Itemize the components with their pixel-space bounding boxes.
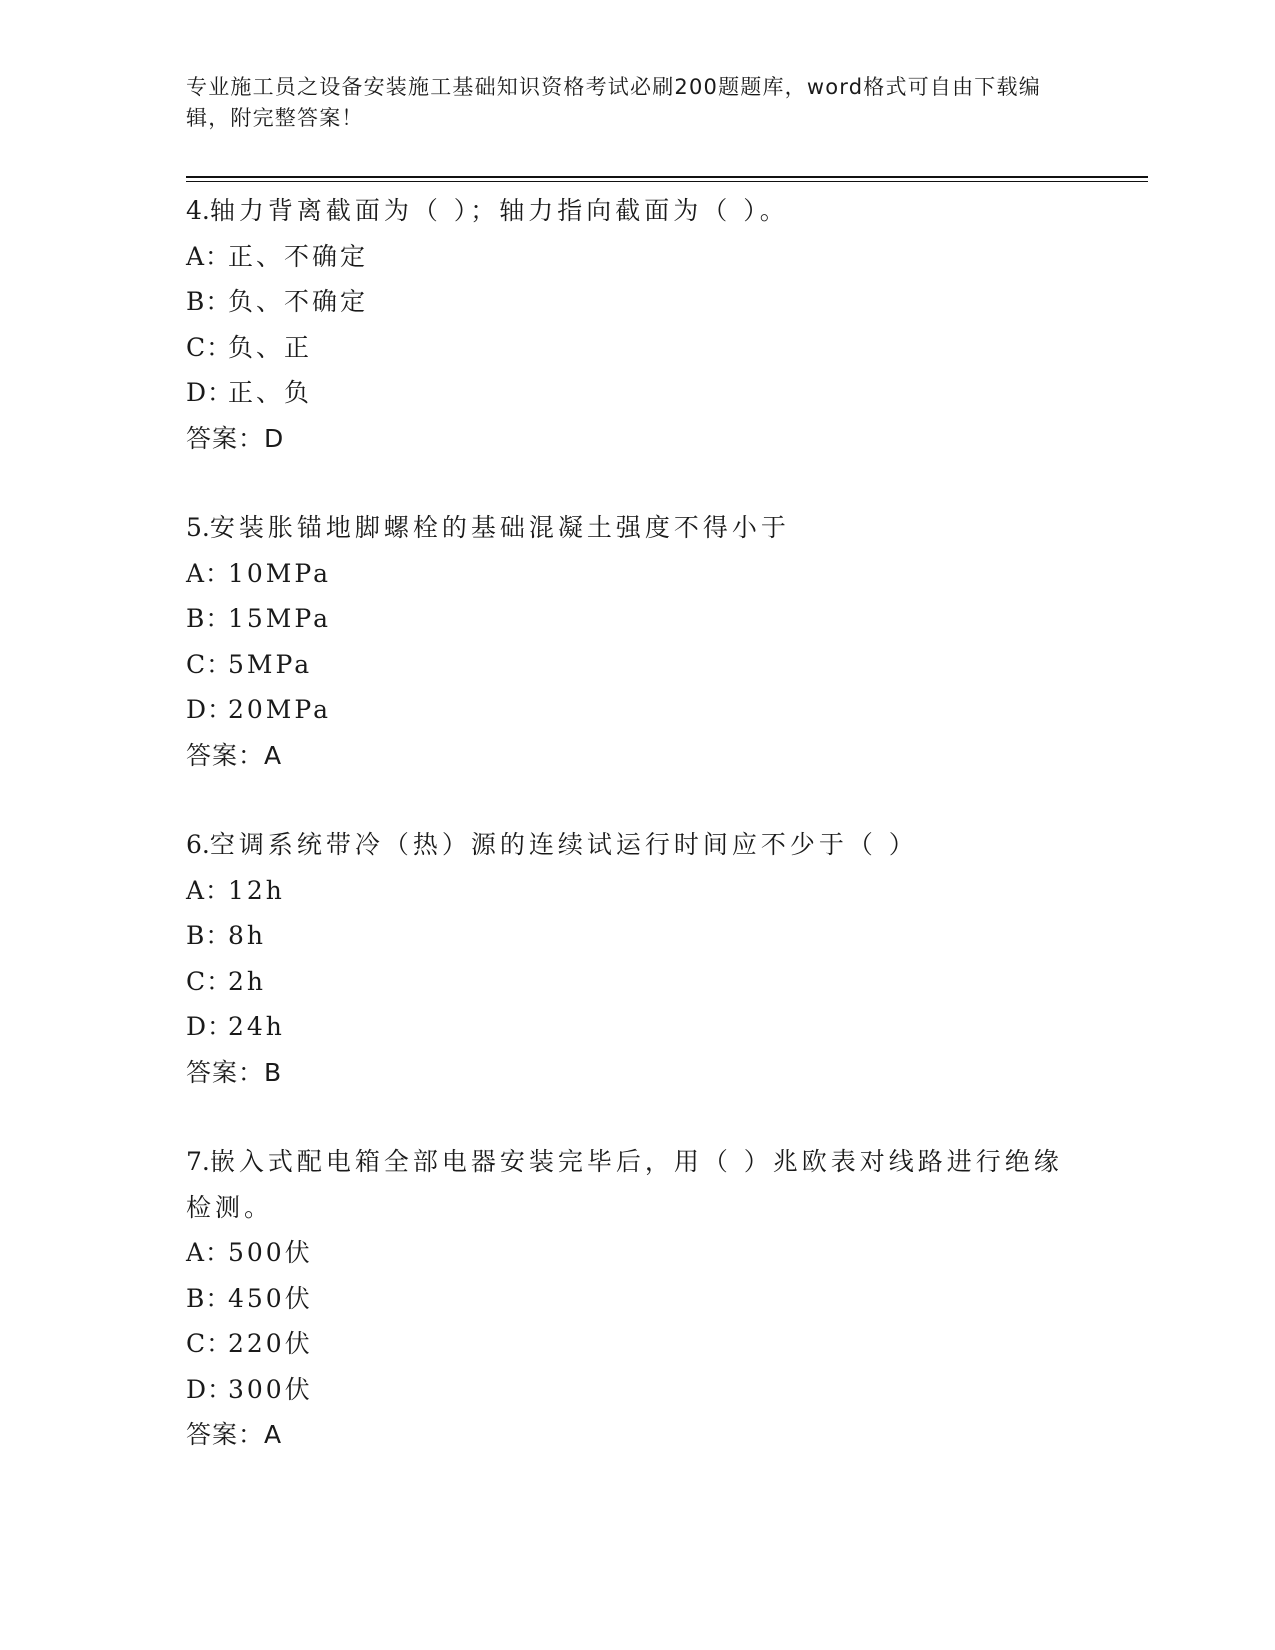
question-text: 安装胀锚地脚螺栓的基础混凝土强度不得小于 [209,513,790,542]
option-letter: C： [186,1329,233,1358]
option-letter: A： [186,558,232,588]
option-text: 12h [228,875,285,905]
question-stem [186,505,1086,551]
option-a [186,868,1086,914]
option-d [186,687,1086,733]
question-7 [186,1139,1086,1458]
question-stem [186,822,1086,868]
question-5 [186,505,1086,778]
question-stem [186,188,1086,234]
option-letter: D： [186,378,234,407]
question-6 [186,822,1086,1095]
option-letter: D： [186,695,234,724]
header-divider [186,176,1148,182]
question-number: 5. [186,513,210,542]
option-text: 负、正 [228,332,313,362]
option-letter: C： [186,649,233,679]
option-b [186,596,1086,642]
option-d [186,1004,1086,1050]
answer-line: 答案：B [186,1057,283,1087]
option-text: 正、不确定 [228,241,369,271]
question-list [186,188,1086,1502]
option-c [186,1321,1086,1367]
option-text: 正、负 [228,378,313,407]
question-number: 6. [186,830,210,859]
document-title: 专业施工员之设备安装施工基础知识资格考试必刷200题题库，word格式可自由下载编辑，附完整答案！ [186,75,1041,130]
option-text: 220伏 [228,1329,313,1358]
option-letter: B： [186,287,232,316]
option-letter: B： [186,604,232,633]
option-text: 10MPa [228,558,332,588]
option-letter: C： [186,966,233,996]
option-text: 24h [228,1012,285,1041]
option-c [186,642,1086,688]
question-text: 轴力背离截面为（ ）；轴力指向截面为（ ）。 [209,196,789,225]
option-text: 2h [228,966,267,996]
option-letter: D： [186,1374,234,1404]
option-a [186,551,1086,597]
option-b [186,913,1086,959]
option-letter: B： [186,1283,232,1313]
option-text: 20MPa [228,695,332,724]
option-d [186,370,1086,416]
option-d [186,1367,1086,1413]
option-c [186,325,1086,371]
answer-line: 答案：D [186,423,285,453]
option-text: 300伏 [228,1374,313,1404]
option-c [186,959,1086,1005]
question-number: 4. [186,196,210,225]
option-text: 8h [228,921,267,950]
answer-line: 答案：A [186,1420,283,1449]
option-letter: C： [186,332,233,362]
option-text: 15MPa [228,604,332,633]
option-a [186,1230,1086,1276]
option-letter: D： [186,1012,234,1041]
question-4 [186,188,1086,461]
option-text: 负、不确定 [228,287,369,316]
option-b [186,279,1086,325]
option-text: 450伏 [228,1283,313,1313]
question-number: 7. [186,1147,210,1176]
question-text: 空调系统带冷（热）源的连续试运行时间应不少于（ ） [209,830,918,859]
option-letter: A： [186,241,232,271]
option-b [186,1276,1086,1322]
answer-line: 答案：A [186,740,283,770]
option-text: 500伏 [228,1238,313,1267]
option-letter: B： [186,921,232,950]
option-a [186,234,1086,280]
question-text: 嵌入式配电箱全部电器安装完毕后，用（ ）兆欧表对线路进行绝缘检测。 [186,1147,1063,1222]
question-stem [186,1139,1086,1230]
option-text: 5MPa [228,649,313,679]
option-letter: A： [186,1238,232,1267]
option-letter: A： [186,875,232,905]
